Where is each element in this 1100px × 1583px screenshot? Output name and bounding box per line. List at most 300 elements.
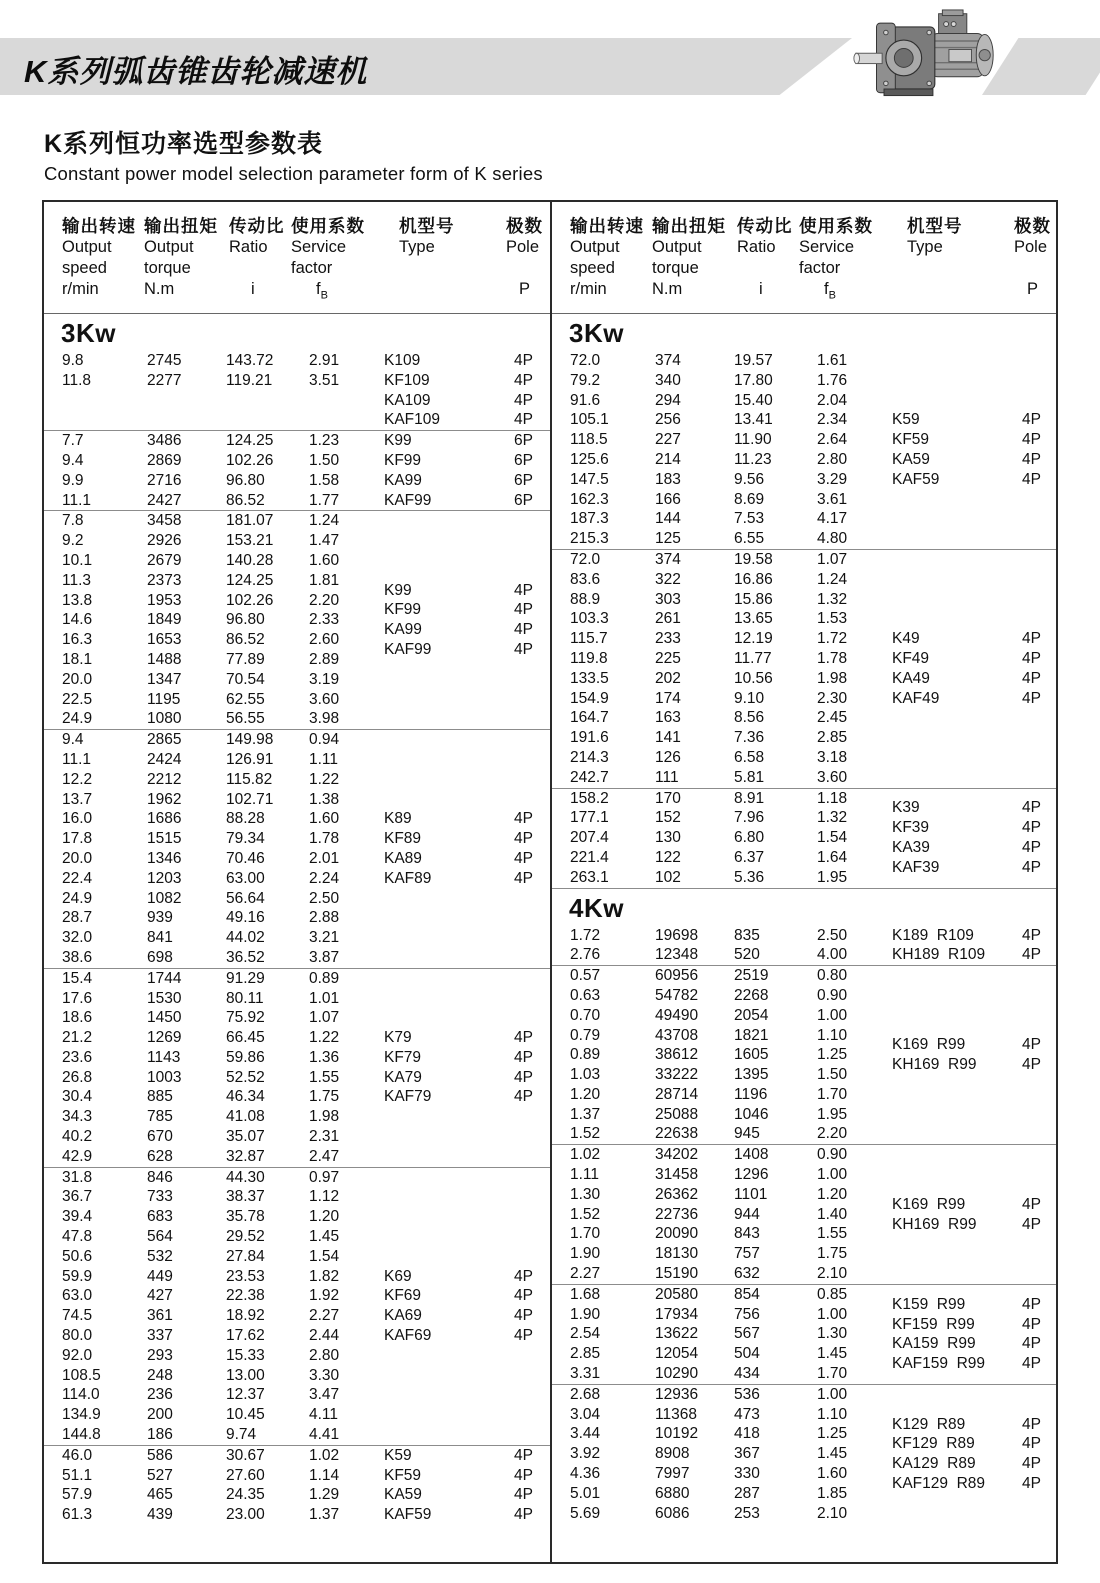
model-type-row (892, 926, 1056, 946)
output-torque-value: 12054 (655, 1345, 699, 1363)
model-type-row (892, 1295, 1056, 1315)
output-torque-value: 733 (147, 1188, 173, 1206)
column-header-en: Pole (1014, 238, 1048, 256)
group-values (44, 431, 384, 510)
ratio-value: 17.80 (734, 371, 773, 389)
ratio-value: 29.52 (226, 1228, 265, 1246)
parameter-group (44, 510, 550, 729)
column-header-en2: torque (652, 259, 699, 277)
ratio-value: 567 (734, 1325, 760, 1343)
model-type-name: KA109 (384, 391, 431, 409)
ratio-value: 46.34 (226, 1088, 265, 1106)
model-type-row (384, 1087, 550, 1107)
pole-value: 6P (514, 451, 533, 469)
output-torque-value: 303 (655, 590, 681, 608)
output-speed-value: 18.1 (62, 650, 93, 668)
output-speed-value: 74.5 (62, 1307, 93, 1325)
model-type-name: K59 (384, 1446, 412, 1464)
service-factor-value: 4.00 (817, 946, 848, 964)
model-type-name: KA89 (384, 849, 422, 867)
parameter-group (552, 965, 1056, 1144)
ratio-value: 1101 (734, 1185, 768, 1203)
output-speed-value: 9.4 (62, 451, 84, 469)
column-header-en: Type (399, 238, 435, 256)
service-factor-value: 1.58 (309, 471, 340, 489)
ratio-value: 473 (734, 1405, 760, 1423)
ratio-value: 1296 (734, 1166, 769, 1184)
service-factor-value: 1.12 (309, 1188, 340, 1206)
ratio-value: 22.38 (226, 1287, 265, 1305)
parameter-group (552, 788, 1056, 888)
section-heading-3kw: 3Kw (569, 318, 624, 348)
ratio-value: 9.10 (734, 689, 765, 707)
output-torque-value: 2424 (147, 750, 182, 768)
pole-value: 4P (514, 1267, 533, 1285)
ratio-value: 835 (734, 926, 760, 944)
service-factor-value: 0.85 (817, 1285, 848, 1303)
output-torque-value: 1003 (147, 1068, 182, 1086)
parameter-group (44, 1167, 550, 1445)
service-factor-value: 1.30 (817, 1325, 848, 1343)
model-type-row (384, 1028, 550, 1048)
output-speed-value: 92.0 (62, 1346, 93, 1364)
model-type-name: K129 R89 (892, 1415, 966, 1433)
output-speed-value: 80.0 (62, 1327, 93, 1345)
ratio-value: 66.45 (226, 1029, 265, 1047)
ratio-value: 124.25 (226, 432, 274, 450)
ratio-value: 2268 (734, 986, 769, 1004)
model-type-name: KAF69 (384, 1327, 432, 1345)
model-type-name: K159 R99 (892, 1295, 966, 1313)
pole-value: 4P (1022, 1435, 1041, 1453)
ratio-value: 2054 (734, 1006, 769, 1024)
service-factor-value: 1.02 (309, 1446, 340, 1464)
ratio-value: 11.23 (734, 450, 772, 468)
ratio-value: 153.21 (226, 532, 274, 550)
ratio-value: 757 (734, 1245, 760, 1263)
pole-value: 4P (1022, 926, 1041, 944)
service-factor-value: 2.10 (817, 1265, 848, 1283)
output-speed-value: 11.1 (62, 750, 92, 768)
service-factor-value: 1.95 (817, 1105, 848, 1123)
output-torque-value: 13622 (655, 1325, 699, 1343)
service-factor-value: 1.10 (817, 1026, 848, 1044)
output-speed-value: 40.2 (62, 1128, 93, 1146)
service-factor-value: 1.76 (817, 371, 848, 389)
group-model-types (384, 1446, 550, 1525)
service-factor-value: 1.53 (817, 610, 848, 628)
output-torque-value: 449 (147, 1267, 173, 1285)
output-speed-value: 133.5 (570, 669, 609, 687)
service-factor-value: 1.61 (817, 352, 848, 369)
model-type-row (892, 1474, 1056, 1494)
model-type-name: KAF99 (384, 641, 432, 659)
output-torque-value: 227 (655, 431, 681, 449)
output-torque-value: 2865 (147, 731, 182, 749)
page-banner (0, 0, 1100, 112)
output-torque-value: 361 (147, 1307, 173, 1325)
pole-value: 4P (514, 601, 533, 619)
ratio-value: 854 (734, 1285, 760, 1303)
ratio-value: 10.56 (734, 669, 773, 687)
model-type-name: KF159 R99 (892, 1315, 975, 1333)
ratio-value: 77.89 (226, 650, 265, 668)
model-type-name: KA159 R99 (892, 1335, 976, 1353)
pole-value: 4P (514, 621, 533, 639)
output-torque-value: 1488 (147, 650, 182, 668)
pole-value: 4P (514, 869, 533, 887)
output-speed-value: 105.1 (570, 411, 609, 429)
ratio-value: 1046 (734, 1105, 769, 1123)
model-type-row (384, 371, 550, 391)
service-factor-value: 1.92 (309, 1287, 340, 1305)
model-type-row (892, 1415, 1056, 1435)
output-speed-value: 2.85 (570, 1345, 601, 1363)
output-speed-value: 114.0 (62, 1386, 100, 1404)
ratio-value: 5.81 (734, 768, 765, 786)
output-torque-value: 186 (147, 1426, 173, 1444)
service-factor-value: 3.98 (309, 710, 340, 728)
output-torque-value: 465 (147, 1486, 173, 1504)
ratio-value: 62.55 (226, 690, 265, 708)
output-speed-value: 20.0 (62, 670, 93, 688)
service-factor-value: 1.23 (309, 432, 340, 450)
output-torque-value: 1849 (147, 611, 182, 629)
model-type-name: KF49 (892, 649, 930, 667)
output-speed-value: 12.2 (62, 770, 93, 788)
ratio-value: 27.60 (226, 1466, 265, 1484)
service-factor-value: 0.97 (309, 1168, 340, 1186)
section-heading-4kw: 4Kw (552, 888, 1056, 926)
model-type-row (892, 858, 1056, 878)
model-type-name: KAF89 (384, 869, 432, 887)
service-factor-value: 0.94 (309, 731, 340, 749)
pole-value: 4P (1022, 669, 1041, 687)
pole-value: 4P (514, 1287, 533, 1305)
model-type-name: KA69 (384, 1307, 422, 1325)
table-left-half (44, 202, 550, 1562)
output-torque-value: 698 (147, 948, 173, 966)
column-header-en2 (399, 258, 455, 279)
output-speed-value: 36.7 (62, 1188, 93, 1206)
ratio-value: 24.35 (226, 1486, 265, 1504)
service-factor-value: 1.00 (817, 1305, 848, 1323)
model-type-row (892, 689, 1056, 709)
pole-value: 4P (1022, 839, 1041, 857)
pole-value: 4P (1022, 819, 1041, 837)
output-speed-value: 39.4 (62, 1208, 93, 1226)
service-factor-value: 1.22 (309, 1029, 340, 1047)
output-speed-value: 191.6 (570, 729, 609, 747)
group-values (44, 1168, 384, 1445)
output-torque-value: 3458 (147, 512, 182, 530)
column-header-zh: 输出转速 (62, 216, 136, 236)
pole-value: 6P (514, 471, 533, 489)
ratio-value: 367 (734, 1445, 760, 1463)
column-header-en: Pole (506, 238, 540, 256)
output-torque-value: 8908 (655, 1445, 690, 1463)
pole-value: 4P (1022, 689, 1041, 707)
model-type-row (384, 1068, 550, 1088)
column-header-en2 (907, 258, 963, 279)
output-torque-value: 939 (147, 909, 173, 927)
service-factor-value: 1.00 (817, 1166, 848, 1184)
output-speed-value: 158.2 (570, 789, 609, 807)
service-factor-value: 2.04 (817, 391, 848, 409)
ratio-value: 86.52 (226, 631, 265, 649)
output-speed-value: 16.0 (62, 810, 93, 828)
output-torque-value: 152 (655, 809, 681, 827)
model-type-row (892, 1215, 1056, 1235)
pole-value: 4P (514, 849, 533, 867)
ratio-value: 1395 (734, 1066, 769, 1084)
model-type-name: K169 R99 (892, 1195, 966, 1213)
model-type-name: KH169 R99 (892, 1056, 977, 1074)
model-type-name: K89 (384, 810, 412, 828)
model-type-name: KF129 R89 (892, 1435, 975, 1453)
output-torque-value: 1953 (147, 591, 182, 609)
output-speed-value: 7.7 (62, 432, 84, 450)
output-torque-value: 174 (655, 689, 681, 707)
pole-value: 4P (514, 1088, 533, 1106)
page-content (42, 124, 1058, 1564)
service-factor-value: 1.25 (817, 1425, 848, 1443)
pole-value: 4P (1022, 431, 1041, 449)
model-type-row (384, 849, 550, 869)
pole-value: 4P (514, 810, 533, 828)
output-torque-value: 1080 (147, 710, 182, 728)
pole-value: 4P (514, 1048, 533, 1066)
pole-value: 4P (1022, 946, 1041, 964)
output-speed-value: 221.4 (570, 848, 609, 866)
output-torque-value: 2212 (147, 770, 182, 788)
output-torque-value: 1744 (147, 969, 182, 987)
output-torque-value: 12936 (655, 1385, 699, 1403)
service-factor-value: 3.18 (817, 748, 848, 766)
output-speed-value: 0.63 (570, 986, 601, 1004)
group-model-types (892, 966, 1056, 1144)
output-speed-value: 31.8 (62, 1168, 93, 1186)
output-torque-value: 256 (655, 411, 681, 429)
output-speed-value: 83.6 (570, 570, 601, 588)
output-speed-value: 72.0 (570, 352, 601, 369)
model-type-name: KAF159 R99 (892, 1355, 986, 1373)
model-type-row (892, 1354, 1056, 1374)
group-model-types (892, 789, 1056, 888)
service-factor-value: 3.51 (309, 371, 340, 389)
output-torque-value: 1346 (147, 849, 182, 867)
model-type-row (384, 491, 550, 511)
ratio-value: 1408 (734, 1146, 769, 1164)
output-speed-value: 1.37 (570, 1105, 601, 1123)
ratio-value: 38.37 (226, 1188, 265, 1206)
output-speed-value: 1.11 (570, 1166, 600, 1184)
column-header-unit: $f_B$ (316, 280, 328, 302)
output-torque-value: 2373 (147, 571, 182, 589)
output-speed-value: 9.2 (62, 532, 84, 550)
column-header-zh: 输出扭矩 (652, 216, 726, 236)
output-speed-value: 88.9 (570, 590, 601, 608)
service-factor-value: 2.20 (817, 1125, 848, 1143)
pole-value: 4P (1022, 630, 1041, 648)
output-torque-value: 846 (147, 1168, 173, 1186)
output-torque-value: 248 (147, 1366, 173, 1384)
output-torque-value: 130 (655, 829, 681, 847)
output-speed-value: 30.4 (62, 1088, 93, 1106)
service-factor-value: 1.85 (817, 1484, 848, 1502)
output-speed-value: 24.9 (62, 889, 93, 907)
model-type-name: KA59 (384, 1486, 422, 1504)
ratio-value: 1196 (734, 1085, 768, 1103)
output-torque-value: 2869 (147, 451, 182, 469)
ratio-value: 12.37 (226, 1386, 265, 1404)
model-type-name: KAF59 (384, 1506, 432, 1524)
ratio-value: 13.41 (734, 411, 773, 429)
column-header-en2 (1014, 258, 1051, 279)
service-factor-value: 2.47 (309, 1147, 340, 1165)
service-factor-value: 3.30 (309, 1366, 340, 1384)
column-header-zh: 使用系数 (799, 216, 873, 236)
output-speed-value: 1.03 (570, 1066, 601, 1084)
output-torque-value: 1450 (147, 1009, 182, 1027)
output-torque-value: 225 (655, 649, 681, 667)
service-factor-value: 1.78 (309, 830, 340, 848)
output-torque-value: 122 (655, 848, 681, 866)
ratio-value: 102.71 (226, 790, 274, 808)
ratio-value: 124.25 (226, 571, 274, 589)
output-speed-value: 47.8 (62, 1228, 93, 1246)
pole-value: 4P (514, 1466, 533, 1484)
ratio-value: 843 (734, 1225, 760, 1243)
pole-value: 4P (1022, 799, 1041, 817)
pole-value: 4P (1022, 470, 1041, 488)
service-factor-value: 1.47 (309, 532, 340, 550)
parameter-group (44, 1445, 550, 1525)
output-speed-value: 1.68 (570, 1285, 601, 1303)
parameter-table (42, 200, 1058, 1564)
output-torque-value: 233 (655, 630, 681, 648)
service-factor-value: 2.80 (309, 1346, 340, 1364)
model-type-row (892, 1035, 1056, 1055)
ratio-value: 23.00 (226, 1506, 265, 1524)
ratio-value: 6.37 (734, 848, 765, 866)
output-speed-value: 16.3 (62, 631, 93, 649)
model-type-name: KF99 (384, 451, 422, 469)
group-model-types (384, 969, 550, 1167)
service-factor-value: 1.98 (309, 1108, 340, 1126)
model-type-name: KF99 (384, 601, 422, 619)
output-speed-value: 164.7 (570, 709, 609, 727)
output-speed-value: 3.04 (570, 1405, 601, 1423)
table-right-half (550, 202, 1056, 1562)
ratio-value: 86.52 (226, 491, 265, 509)
ratio-value: 44.30 (226, 1168, 265, 1186)
model-type-row (892, 1434, 1056, 1454)
column-header-service-factor (799, 215, 873, 306)
service-factor-value: 4.17 (817, 510, 848, 528)
service-factor-value: 2.85 (817, 729, 848, 747)
output-speed-value: 1.52 (570, 1125, 601, 1143)
ratio-value: 13.65 (734, 610, 773, 628)
column-header-zh: 极数 (1014, 216, 1051, 236)
column-header-type (907, 215, 963, 300)
output-torque-value: 17934 (655, 1305, 699, 1323)
output-torque-value: 427 (147, 1287, 173, 1305)
pole-value: 4P (1022, 1355, 1041, 1373)
ratio-value: 30.67 (226, 1446, 265, 1464)
output-torque-value: 2427 (147, 491, 182, 509)
output-torque-value: 670 (147, 1128, 173, 1146)
column-header-en2 (229, 258, 285, 279)
ratio-value: 520 (734, 946, 760, 964)
output-torque-value: 293 (147, 1346, 173, 1364)
group-values (44, 1446, 384, 1525)
page-title-en: Constant power model selection parameter form of K series (44, 163, 543, 184)
column-header-en: Output (144, 238, 194, 256)
output-torque-value: 628 (147, 1147, 173, 1165)
ratio-value: 63.00 (226, 869, 265, 887)
model-type-row (384, 410, 550, 430)
ratio-value: 149.98 (226, 731, 274, 749)
model-type-name: KF59 (384, 1466, 422, 1484)
service-factor-value: 1.25 (817, 1046, 848, 1064)
output-torque-value: 1082 (147, 889, 182, 907)
ratio-value: 23.53 (226, 1267, 265, 1285)
model-type-name: K39 (892, 799, 920, 817)
pole-value: 4P (1022, 1295, 1041, 1313)
model-type-name: KA49 (892, 669, 930, 687)
pole-value: 4P (514, 641, 533, 659)
service-factor-value: 2.24 (309, 869, 340, 887)
output-speed-value: 3.44 (570, 1425, 601, 1443)
ratio-value: 15.40 (734, 391, 773, 409)
output-torque-value: 7997 (655, 1465, 690, 1483)
group-model-types (384, 351, 550, 430)
output-torque-value: 43708 (655, 1026, 699, 1044)
pole-value: 4P (514, 1486, 533, 1504)
group-model-types (384, 431, 550, 510)
column-header-en: Ratio (737, 238, 776, 256)
ratio-value: 12.19 (734, 630, 773, 648)
ratio-value: 27.84 (226, 1247, 265, 1265)
output-torque-value: 1195 (147, 690, 181, 708)
model-type-row (384, 1505, 550, 1525)
service-factor-value: 1.50 (309, 451, 340, 469)
model-type-row (384, 1326, 550, 1346)
column-header-pole (506, 215, 543, 300)
service-factor-value: 3.21 (309, 929, 340, 947)
group-values (552, 550, 892, 788)
parameter-group (552, 549, 1056, 788)
output-speed-value: 3.92 (570, 1445, 601, 1463)
output-speed-value: 17.6 (62, 989, 93, 1007)
ratio-value: 944 (734, 1205, 760, 1223)
output-torque-value: 141 (655, 729, 681, 747)
output-speed-value: 14.6 (62, 611, 93, 629)
group-values (552, 1285, 892, 1384)
ratio-value: 70.46 (226, 849, 265, 867)
model-type-name: KA39 (892, 839, 930, 857)
output-speed-value: 26.8 (62, 1068, 93, 1086)
output-speed-value: 1.72 (570, 926, 601, 944)
output-speed-value: 1.30 (570, 1185, 601, 1203)
column-header-en: Type (907, 238, 943, 256)
column-header-en: Service (799, 238, 855, 256)
output-speed-value: 7.8 (62, 512, 84, 530)
table-column-headers (552, 202, 1056, 314)
ratio-value: 330 (734, 1465, 760, 1483)
output-torque-value: 22638 (655, 1125, 699, 1143)
